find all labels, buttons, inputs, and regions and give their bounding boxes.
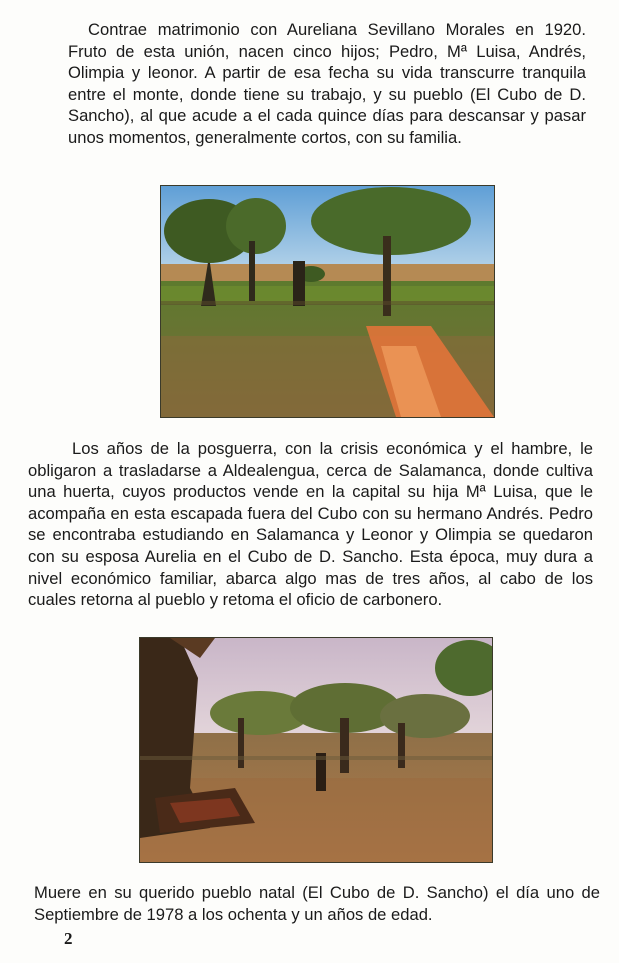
- photo-field-trees: [160, 185, 495, 418]
- paragraph-marriage: Contrae matrimonio con Aureliana Sevillano Morales en 1920. Fruto de esta unión, nacen cinco hijos; Pedro, Mª Luisa, Andrés, Olimpia y leonor. A partir de esa fecha su vida transcurre tranquila entre el monte, donde tiene su trabajo, y su pueblo (El Cubo de D. Sancho), al que acude a el cada quince días para descansar y pasar unos momentos, generalmente cortos, con su familia.: [68, 20, 586, 147]
- photo-field-trees-image: [161, 186, 494, 417]
- page-number: 2: [64, 929, 73, 948]
- paragraph-death: Muere en su querido pueblo natal (El Cubo de D. Sancho) el día uno de Septiembre de 1978 a los ochenta y un años de edad.: [34, 883, 600, 924]
- photo-oak-grove-image: [140, 638, 492, 862]
- photo-oak-grove: [139, 637, 493, 863]
- paragraph-postwar: Los años de la posguerra, con la crisis económica y el hambre, le obligaron a trasladarse a Aldealengua, cerca de Salamanca, donde cultiva una huerta, cuyos productos vende en la capital su hija Mª Luisa, que le acompaña en esta escapada fuera del Cubo con su hermano Andrés. Pedro se encontraba estudiando en Salamanca y Leonor y Olimpia se quedaron con su esposa Aurelia en el Cubo de D. Sancho. Esta época, muy dura a nivel económico familiar, abarca algo mas de tres años, al cabo de los cuales retorna al pueblo y retoma el oficio de carbonero.: [28, 439, 593, 610]
